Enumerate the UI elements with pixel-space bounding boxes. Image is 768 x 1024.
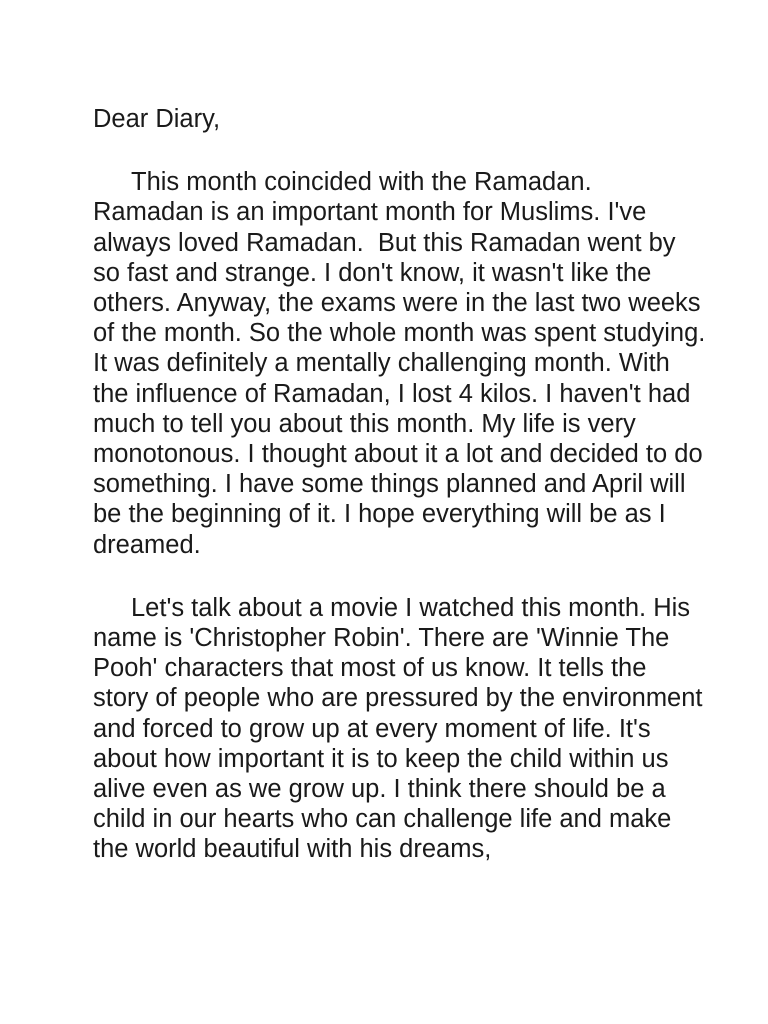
paragraph-movie: Let's talk about a movie I watched this month. His name is 'Christopher Robin'. There are 'Winnie The Pooh' characters that most of us know. It tells the story of people who are pressured by the environment and forced to grow up at every moment of life. It's about how important it is to keep the child within us alive even as we grow up. I think there should be a child in our hearts who can challenge life and make the world beautiful with his dreams,	[93, 593, 710, 864]
diary-greeting: Dear Diary,	[93, 105, 221, 133]
paragraph-ramadan: This month coincided with the Ramadan. Ramadan is an important month for Muslims. I've always loved Ramadan. But this Ramadan went by so fast and strange. I don't know, it wasn't like the others. Anyway, the exams were in the last two weeks of the month. So the whole month was spent studying. It was definitely a mentally challenging month. With the influence of Ramadan, I lost 4 kilos. I haven't had much to tell you about this month. My life is very monotonous. I thought about it a lot and decided to do something. I have some things planned and April will be the beginning of it. I hope everything will be as I dreamed.	[93, 168, 713, 559]
